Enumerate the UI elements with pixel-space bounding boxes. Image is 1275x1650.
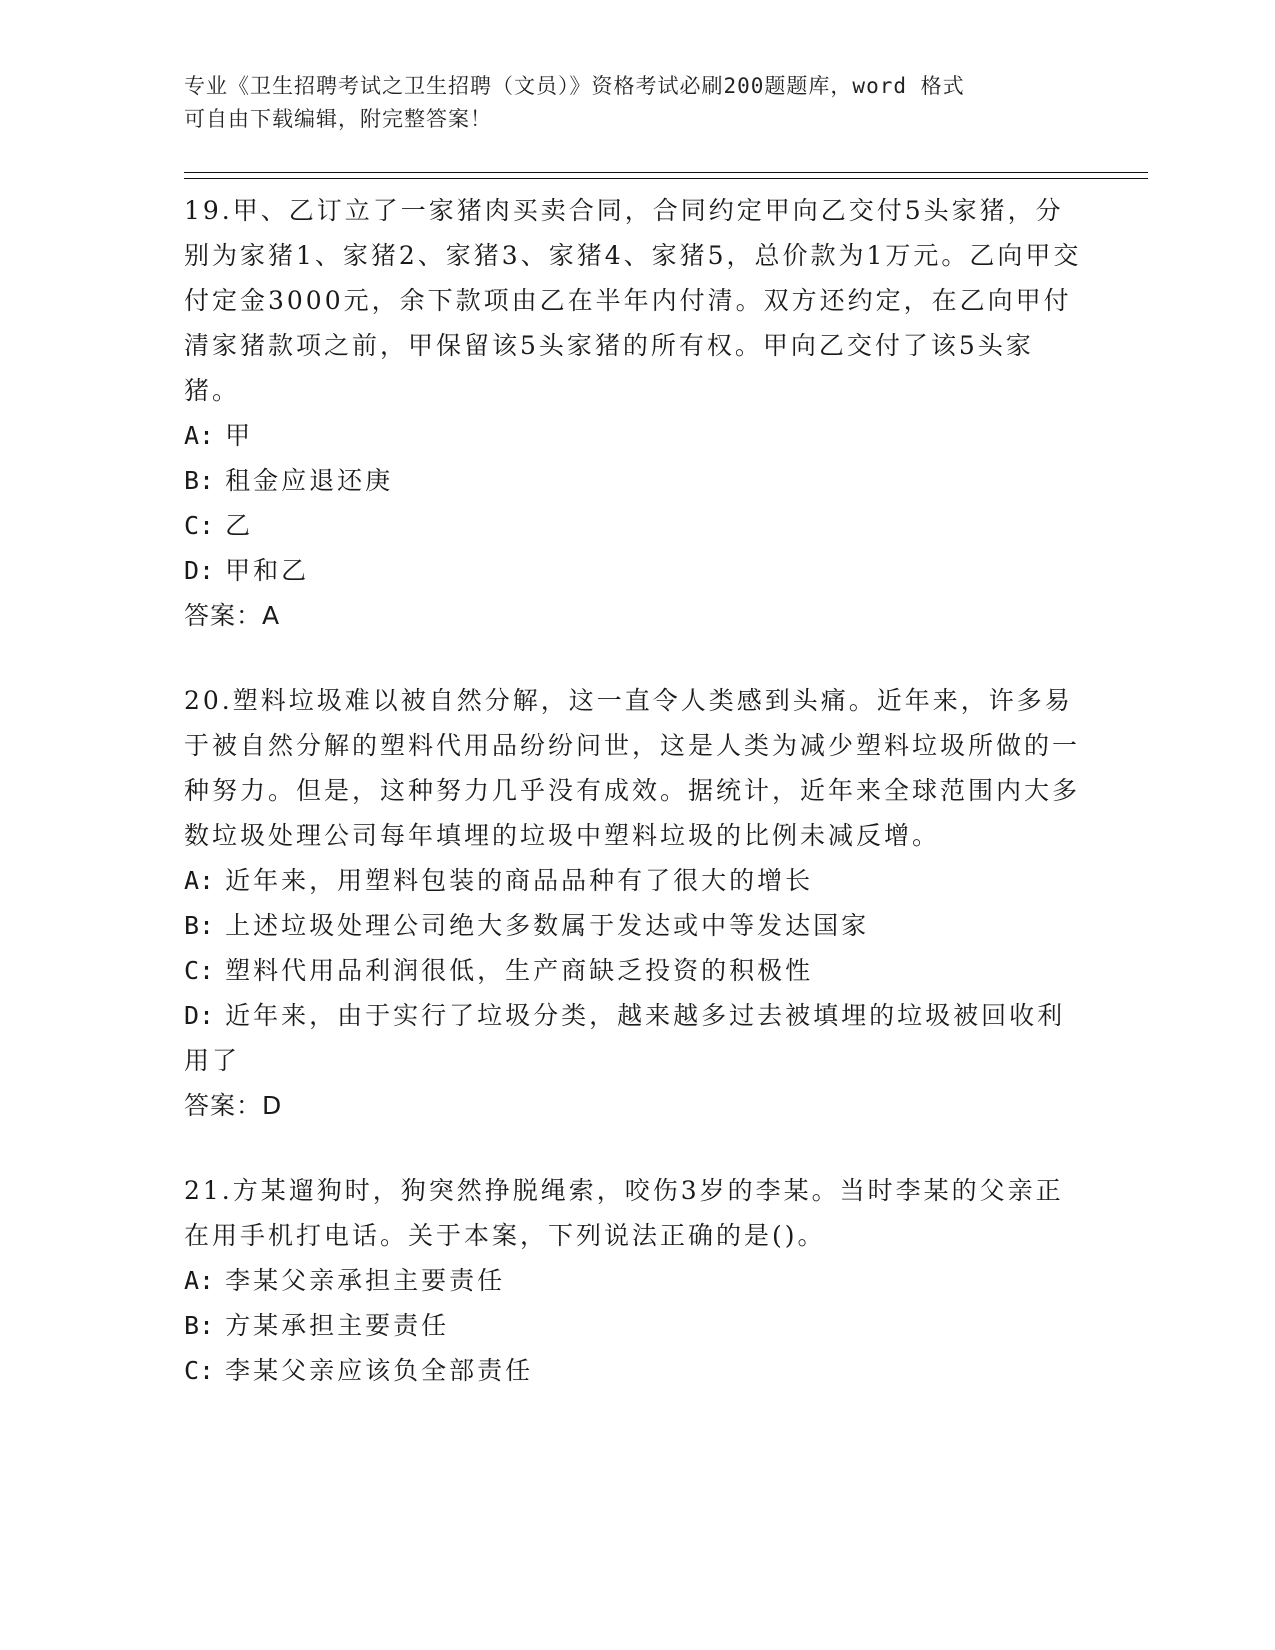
option-text: 李某父亲应该负全部责任 (225, 1356, 534, 1385)
header-divider-thin (184, 178, 1148, 179)
option-c (184, 948, 1084, 993)
option-text: 塑料代用品利润很低，生产商缺乏投资的积极性 (225, 956, 814, 985)
option-a (184, 1258, 1084, 1303)
option-key: A: (184, 421, 215, 450)
option-text: 甲和乙 (225, 556, 310, 585)
question-21 (184, 1168, 1084, 1393)
option-key: A: (184, 866, 215, 895)
header-line-2: 可自由下载编辑，附完整答案！ (184, 107, 492, 131)
option-d (184, 993, 1084, 1083)
option-text: 近年来，由于实行了垃圾分类，越来越多过去被填埋的垃圾被回收利用了 (184, 1001, 1066, 1075)
option-text: 上述垃圾处理公司绝大多数属于发达或中等发达国家 (225, 911, 870, 940)
option-text: 近年来，用塑料包装的商品品种有了很大的增长 (225, 866, 814, 895)
question-stem: 21.方某遛狗时，狗突然挣脱绳索，咬伤3岁的李某。当时李某的父亲正在用手机打电话。关于本案，下列说法正确的是()。 (184, 1176, 1064, 1250)
option-a (184, 858, 1084, 903)
option-a (184, 413, 1084, 458)
question-19 (184, 188, 1084, 638)
option-text: 乙 (225, 511, 254, 540)
option-key: D: (184, 556, 215, 585)
option-key: A: (184, 1266, 215, 1295)
page-header (184, 70, 1064, 136)
question-list (184, 188, 1084, 1433)
option-text: 方某承担主要责任 (225, 1311, 450, 1340)
option-b (184, 903, 1084, 948)
option-key: D: (184, 1001, 215, 1030)
option-key: B: (184, 1311, 215, 1340)
option-c (184, 503, 1084, 548)
header-line-1: 专业《卫生招聘考试之卫生招聘（文员）》资格考试必刷200题题库，word 格式 (184, 74, 965, 98)
answer: 答案：D (184, 1091, 283, 1120)
option-d (184, 548, 1084, 593)
answer: 答案：A (184, 601, 281, 630)
option-text: 李某父亲承担主要责任 (225, 1266, 506, 1295)
option-key: C: (184, 1356, 215, 1385)
option-key: B: (184, 911, 215, 940)
option-b (184, 458, 1084, 503)
option-b (184, 1303, 1084, 1348)
header-divider-thick (184, 172, 1148, 173)
option-text: 租金应退还庚 (225, 466, 394, 495)
option-text: 甲 (225, 421, 254, 450)
option-key: C: (184, 956, 215, 985)
question-20 (184, 678, 1084, 1128)
option-c (184, 1348, 1084, 1393)
option-key: B: (184, 466, 215, 495)
question-stem: 19.甲、乙订立了一家猪肉买卖合同，合同约定甲向乙交付5头家猪，分别为家猪1、家猪2、家猪3、家猪4、家猪5，总价款为1万元。乙向甲交付定金3000元，余下款项由乙在半年内付清。双方还约定，在乙向甲付清家猪款项之前，甲保留该5头家猪的所有权。甲向乙交付了该5头家猪。 (184, 196, 1082, 405)
question-stem: 20.塑料垃圾难以被自然分解，这一直令人类感到头痛。近年来，许多易于被自然分解的塑料代用品纷纷问世，这是人类为减少塑料垃圾所做的一种努力。但是，这种努力几乎没有成效。据统计，近年来全球范围内大多数垃圾处理公司每年填埋的垃圾中塑料垃圾的比例未减反增。 (184, 686, 1081, 850)
option-key: C: (184, 511, 215, 540)
